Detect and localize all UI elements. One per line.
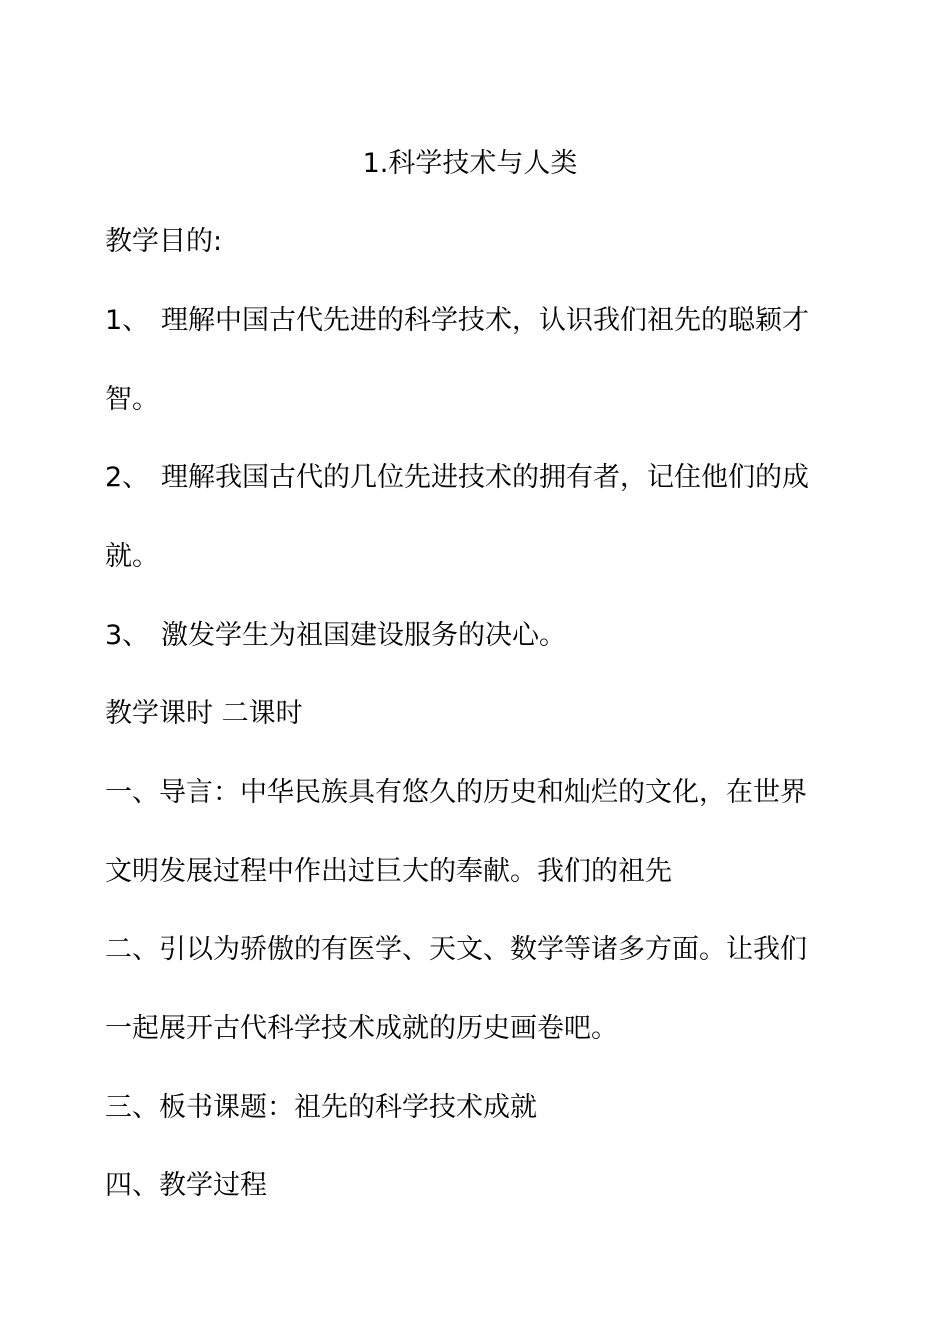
- objective-item-2: [105, 456, 809, 500]
- objective-text: 激发学生为祖国建设服务的决心。: [161, 620, 566, 651]
- objective-item-1: [105, 299, 809, 343]
- objectives-heading: 教学目的:: [105, 226, 223, 257]
- objective-number: 2、: [105, 462, 150, 493]
- objective-number: 3、: [105, 620, 150, 651]
- section-4: 四、教学过程: [105, 1170, 267, 1201]
- class-hours: 教学课时 二课时: [105, 698, 303, 729]
- section-1-line-1: 一、导言：中华民族具有悠久的历史和灿烂的文化，在世界: [105, 777, 807, 808]
- objective-text: 理解中国古代先进的科学技术，认识我们祖先的聪颖才: [161, 305, 809, 336]
- objective-number: 1、: [105, 305, 150, 336]
- section-2-line-2: 一起展开古代科学技术成就的历史画卷吧。: [105, 1013, 618, 1044]
- objective-text: 理解我国古代的几位先进技术的拥有者，记住他们的成: [161, 462, 809, 493]
- objective-item-3: [105, 614, 566, 658]
- section-2-line-1: 二、引以为骄傲的有医学、天文、数学等诸多方面。让我们: [105, 934, 807, 965]
- objective-item-1-continuation: 智。: [105, 384, 159, 415]
- section-3: 三、板书课题：祖先的科学技术成就: [105, 1092, 537, 1123]
- section-1-line-2: 文明发展过程中作出过巨大的奉献。我们的祖先: [105, 856, 672, 887]
- objective-item-2-continuation: 就。: [105, 541, 159, 572]
- document-title: 1.科学技术与人类: [362, 148, 578, 179]
